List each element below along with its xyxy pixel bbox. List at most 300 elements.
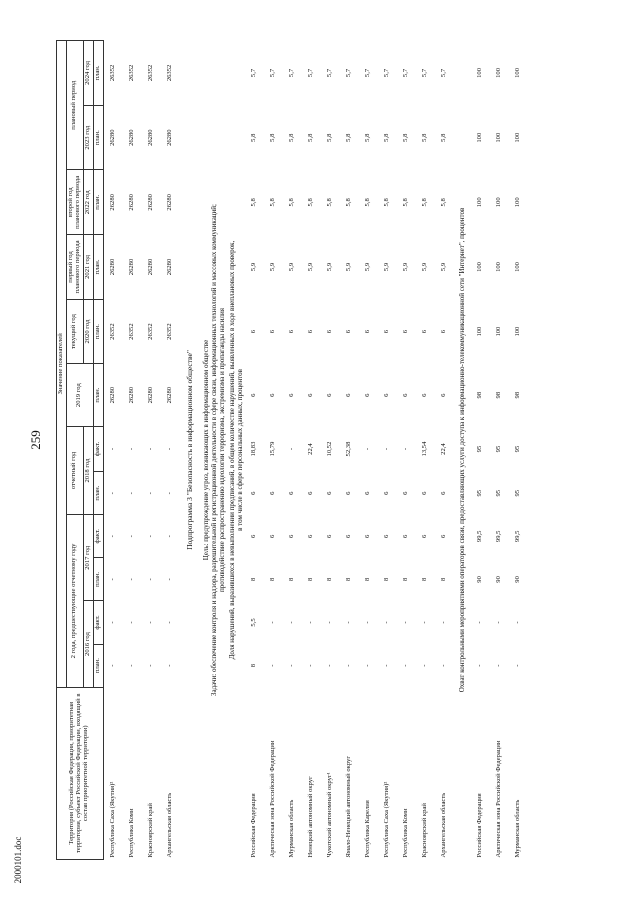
value-cell: 8	[249, 577, 257, 582]
year-2021-header: 2021 год	[83, 235, 93, 300]
value-cell: -	[401, 664, 409, 667]
value-cell: 8	[344, 577, 352, 582]
value-cell: 99,5	[475, 530, 483, 543]
value-cell: -	[494, 621, 502, 624]
value-cell: 5,9	[401, 262, 409, 272]
territory-name: Красноярский край	[146, 803, 154, 858]
first-plan-year-header: первый год планового периода	[66, 235, 83, 300]
value-cell: 5,8	[306, 198, 314, 207]
territory-name: Ненецкий автономный округ	[306, 776, 314, 858]
year-2017-header: 2017 год	[83, 515, 93, 601]
value-cell: -	[146, 535, 154, 538]
value-cell: -	[344, 664, 352, 667]
value-cell: 26280	[165, 258, 173, 276]
value-cell: -	[494, 664, 502, 667]
value-cell: 5,7	[306, 68, 314, 78]
value-cell: 5,7	[268, 68, 276, 78]
planned-period-header: плановый период	[66, 41, 83, 171]
year-2018-header: 2018 год	[83, 426, 93, 514]
value-cell: 100	[475, 197, 483, 208]
value-cell: 26352	[108, 64, 116, 82]
year-2020-header: 2020 год	[83, 299, 93, 364]
value-cell: 6	[325, 491, 333, 495]
value-cell: 6	[287, 329, 295, 334]
value-cell: 26352	[165, 64, 173, 82]
value-cell: 18,83	[249, 441, 257, 457]
value-cell: 10,52	[325, 441, 333, 457]
top-rows	[103, 41, 180, 860]
value-cell: 5,5	[249, 618, 257, 627]
value-cell: 100	[513, 262, 521, 272]
value-cell: -	[165, 492, 173, 495]
value-cell: -	[127, 492, 135, 495]
value-cell: 5,8	[268, 133, 276, 142]
plan-label: план.	[93, 41, 103, 106]
value-cell: 6	[287, 393, 295, 397]
value-cell: -	[127, 664, 135, 667]
value-cell: -	[165, 535, 173, 538]
value-cell: -	[475, 621, 483, 624]
year-2024-header: 2024 год	[83, 41, 93, 106]
value-cell: 8	[306, 577, 314, 582]
indicator-2-section	[454, 41, 471, 860]
value-cell: -	[108, 535, 116, 538]
value-cell: 6	[325, 534, 333, 538]
year-2022-header: 2022 год	[83, 170, 93, 235]
value-cell: 26352	[127, 64, 135, 82]
table-row	[435, 41, 454, 860]
value-cell: 26352	[108, 323, 116, 340]
value-cell: 6	[382, 491, 390, 495]
value-cell: 6	[306, 329, 314, 334]
value-cell: 6	[249, 534, 257, 538]
value-cell: 6	[306, 393, 314, 397]
value-cell: 6	[382, 534, 390, 538]
value-cell: 6	[287, 534, 295, 538]
year-2016-header: 2016 год	[83, 601, 93, 687]
value-cell: 5,8	[439, 198, 447, 207]
page-sheet	[56, 40, 616, 860]
page-number: 259	[28, 430, 43, 450]
value-cell: 98	[494, 391, 502, 399]
value-cell: 6	[401, 491, 409, 495]
value-cell: 26352	[146, 323, 154, 340]
plan-label: план.	[93, 235, 103, 300]
table-row	[340, 41, 359, 860]
value-cell: -	[287, 664, 295, 667]
territory-name: Архангельская область	[165, 792, 173, 858]
value-cell: 5,9	[382, 262, 390, 272]
value-cell: 5,8	[249, 198, 257, 207]
value-cell: 6	[363, 393, 371, 397]
value-cell: 100	[475, 262, 483, 272]
value-cell: 98	[475, 391, 483, 399]
territory-name: Красноярский край	[420, 803, 428, 858]
value-cell: 5,8	[268, 198, 276, 207]
value-cell: -	[287, 621, 295, 624]
territory-name: Республика Карелия	[363, 800, 371, 858]
value-cell: 26280	[127, 386, 135, 404]
value-cell: 5,7	[325, 68, 333, 78]
value-cell: 6	[249, 393, 257, 397]
territory-name: Российская Федерация	[249, 793, 257, 858]
value-cell: 5,8	[401, 133, 409, 142]
document-code: 2000101.doc	[13, 836, 23, 884]
value-cell: 100	[494, 262, 502, 272]
value-cell: -	[108, 492, 116, 495]
value-cell: 6	[401, 329, 409, 334]
table-row	[283, 41, 302, 860]
value-cell: 5,7	[401, 68, 409, 78]
fact-label: факт.	[93, 426, 103, 471]
value-cell: 22,4	[439, 443, 447, 455]
value-cell: 100	[513, 132, 521, 143]
value-cell: -	[108, 621, 116, 624]
rotated-table-wrapper	[56, 40, 616, 860]
value-cell: 26280	[146, 386, 154, 404]
value-cell: 5,7	[344, 68, 352, 78]
subprogram-title: Подпрограмма 3 "Безопасность в информационном обществе"	[185, 350, 195, 550]
value-cell: 6	[287, 491, 295, 495]
value-cell: 95	[494, 489, 502, 497]
table-row	[397, 41, 416, 860]
value-cell: 6	[420, 393, 428, 397]
value-cell: -	[146, 621, 154, 624]
value-cell: -	[344, 621, 352, 624]
value-cell: -	[382, 447, 390, 451]
value-cell: -	[325, 664, 333, 667]
value-cell: 6	[325, 393, 333, 397]
territory-name: Республика Саха (Якутия)²	[108, 781, 116, 858]
value-cell: 6	[268, 534, 276, 538]
value-cell: 26280	[165, 129, 173, 146]
value-cell: 5,8	[344, 133, 352, 142]
territory-name: Мурманская область	[287, 799, 295, 858]
value-cell: -	[108, 664, 116, 667]
value-cell: -	[108, 578, 116, 581]
value-cell: 6	[401, 534, 409, 538]
value-cell: -	[165, 664, 173, 667]
plan-label: план.	[93, 558, 103, 601]
territory-name: Республика Коми	[401, 808, 409, 858]
value-cell: -	[146, 578, 154, 581]
year-2023-header: 2023 год	[83, 105, 93, 170]
subprogram-goal	[201, 41, 227, 860]
value-cell: 5,7	[420, 68, 428, 78]
value-cell: 13,54	[420, 441, 428, 457]
value-cell: 99,5	[494, 530, 502, 543]
plan-label: план.	[93, 299, 103, 364]
value-cell: -	[325, 621, 333, 624]
value-cell: 100	[513, 197, 521, 208]
value-cell: 5,8	[382, 198, 390, 207]
value-cell: -	[127, 447, 135, 451]
value-cell: 100	[494, 67, 502, 78]
value-cell: -	[363, 664, 371, 667]
value-cell: 6	[401, 393, 409, 397]
value-cell: 6	[268, 393, 276, 397]
territory-name: Ямало-Ненецкий автономный округ	[344, 755, 352, 858]
value-cell: 5,9	[325, 262, 333, 272]
value-cell: 100	[494, 326, 502, 337]
value-cell: 26280	[146, 194, 154, 211]
value-cell: 6	[268, 491, 276, 495]
value-cell: 95	[475, 489, 483, 497]
value-cell: 15,79	[268, 441, 276, 457]
value-cell: 5,9	[363, 262, 371, 272]
value-cell: 26280	[165, 386, 173, 404]
plan-label: план.	[93, 472, 103, 515]
value-cell: 6	[382, 393, 390, 397]
value-cell: 95	[475, 445, 483, 453]
indicator-title-2: Охват контрольными мероприятиями операторов связи, предоставляющих услуги доступа к информационно-телекоммуникационной сети "Интернет", процентов	[458, 207, 467, 693]
value-cell: 26280	[165, 194, 173, 211]
value-cell: -	[439, 621, 447, 624]
value-cell: 100	[475, 67, 483, 78]
value-cell: 8	[439, 577, 447, 582]
value-cell: -	[306, 664, 314, 667]
value-cell: 5,8	[287, 198, 295, 207]
table-row	[416, 41, 435, 860]
indicator-1-line-a: Доля нарушений, выразившихся в невыполнении предписаний, в общем количестве нарушений, выявленных в ходе внеплановых проверок,	[227, 240, 236, 660]
value-cell: 99,5	[513, 530, 521, 543]
value-cell: -	[287, 447, 295, 451]
table-row	[490, 41, 509, 860]
value-cell: -	[382, 664, 390, 667]
value-cell: 5,9	[268, 262, 276, 272]
goal-text: Цель: предупреждение угроз, возникающих в информационном обществе	[201, 339, 210, 561]
value-cell: 95	[494, 445, 502, 453]
territory-name: Республика Коми	[127, 808, 135, 858]
value-cell: 8	[382, 577, 390, 582]
table-row	[471, 41, 490, 860]
value-cell: 5,8	[420, 198, 428, 207]
value-cell: 5,8	[363, 133, 371, 142]
value-cell: 95	[513, 489, 521, 497]
value-cell: 100	[494, 132, 502, 143]
value-cell: -	[439, 664, 447, 667]
value-cell: 100	[513, 67, 521, 78]
table-row	[103, 41, 123, 860]
value-cell: -	[165, 447, 173, 451]
value-cell: 6	[249, 329, 257, 334]
value-cell: 26280	[108, 129, 116, 146]
subprogram-section	[180, 41, 245, 860]
value-cell: 5,9	[420, 262, 428, 272]
value-cell: 6	[420, 534, 428, 538]
value-cell: 5,8	[325, 133, 333, 142]
value-cell: 100	[475, 132, 483, 143]
value-cell: -	[306, 621, 314, 624]
value-cell: 6	[439, 534, 447, 538]
year-2019-header: 2019 год	[66, 364, 93, 426]
fact-label: факт.	[93, 515, 103, 558]
territory-name: Арктическая зона Российской Федерации	[268, 740, 276, 858]
indicator-2-rows	[471, 41, 528, 860]
value-cell: 5,8	[420, 133, 428, 142]
territory-name: Арктическая зона Российской Федерации	[494, 740, 502, 858]
values-group-header: Значение показателей	[57, 41, 67, 688]
value-cell: -	[475, 664, 483, 667]
plan-label: план.	[93, 644, 103, 687]
value-cell: 6	[439, 393, 447, 397]
value-cell: 8	[325, 577, 333, 582]
value-cell: 90	[494, 576, 502, 583]
value-cell: 5,9	[287, 262, 295, 272]
value-cell: 6	[382, 329, 390, 334]
value-cell: 5,8	[439, 133, 447, 142]
value-cell: -	[382, 621, 390, 624]
value-cell: 5,7	[363, 68, 371, 78]
value-cell: -	[165, 621, 173, 624]
value-cell: -	[420, 621, 428, 624]
table-row	[161, 41, 180, 860]
value-cell: 8	[268, 577, 276, 582]
plan-label: план.	[93, 170, 103, 235]
value-cell: -	[363, 447, 371, 451]
territory-name: Российская Федерация	[475, 793, 483, 858]
table-row	[264, 41, 283, 860]
table-row	[123, 41, 142, 860]
value-cell: 5,8	[344, 198, 352, 207]
value-cell: 6	[268, 329, 276, 334]
value-cell: 6	[306, 491, 314, 495]
value-cell: 26352	[165, 323, 173, 340]
value-cell: -	[127, 535, 135, 538]
value-cell: 5,8	[249, 133, 257, 142]
value-cell: -	[127, 621, 135, 624]
value-cell: 6	[363, 534, 371, 538]
value-cell: 6	[363, 491, 371, 495]
value-cell: 26280	[127, 258, 135, 276]
value-cell: 26280	[146, 258, 154, 276]
value-cell: 6	[344, 491, 352, 495]
territory-name: Мурманская область	[513, 799, 521, 858]
territory-name: Архангельская область	[439, 792, 447, 858]
value-cell: 26352	[146, 64, 154, 82]
current-year-header: текущий год	[66, 299, 83, 364]
value-cell: -	[127, 578, 135, 581]
reporting-year-header: отчетный год	[66, 426, 83, 514]
fact-label: факт.	[93, 601, 103, 644]
table-row	[359, 41, 378, 860]
value-cell: -	[363, 621, 371, 624]
value-cell: 5,8	[287, 133, 295, 142]
value-cell: 6	[325, 329, 333, 334]
value-cell: 6	[344, 393, 352, 397]
value-cell: -	[268, 664, 276, 667]
table-row	[378, 41, 397, 860]
value-cell: 26280	[108, 386, 116, 404]
table-row	[509, 41, 528, 860]
value-cell: -	[401, 621, 409, 624]
two-years-header: 2 года, предшествующие отчетному году	[66, 515, 83, 687]
value-cell: 8	[287, 577, 295, 582]
value-cell: 5,8	[363, 198, 371, 207]
value-cell: -	[268, 621, 276, 624]
value-cell: 6	[439, 329, 447, 334]
value-cell: 5,7	[249, 68, 257, 78]
value-cell: 5,7	[439, 68, 447, 78]
territory-name: Чукотский автономный округ¹	[325, 772, 333, 858]
value-cell: 100	[513, 326, 521, 337]
value-cell: -	[401, 447, 409, 451]
indicator-table	[56, 40, 528, 860]
value-cell: 6	[420, 329, 428, 334]
value-cell: 5,9	[344, 262, 352, 272]
value-cell: 26280	[108, 194, 116, 211]
value-cell: 5,8	[325, 198, 333, 207]
value-cell: 22,4	[306, 443, 314, 455]
table-row	[302, 41, 321, 860]
value-cell: 6	[306, 534, 314, 538]
plan-label: план.	[93, 364, 103, 426]
value-cell: 26280	[108, 258, 116, 276]
value-cell: 6	[344, 534, 352, 538]
plan-label: план.	[93, 105, 103, 170]
value-cell: -	[420, 664, 428, 667]
indicator-1-rows	[245, 41, 454, 860]
table-row	[142, 41, 161, 860]
value-cell: 5,7	[382, 68, 390, 78]
value-cell: 98	[513, 391, 521, 399]
value-cell: 90	[475, 576, 483, 583]
value-cell: -	[146, 664, 154, 667]
value-cell: 6	[363, 329, 371, 334]
value-cell: 8	[363, 577, 371, 582]
value-cell: 5,9	[249, 262, 257, 272]
value-cell: 26352	[127, 323, 135, 340]
value-cell: 52,38	[344, 441, 352, 457]
value-cell: 5,7	[287, 68, 295, 78]
task-text-2: противодействие распространению идеологии терроризма, экстремизма и пропаганды насилия	[217, 308, 226, 592]
value-cell: 95	[513, 445, 521, 453]
value-cell: 6	[249, 491, 257, 495]
value-cell: -	[513, 621, 521, 624]
value-cell: -	[146, 492, 154, 495]
value-cell: -	[108, 447, 116, 451]
indicator-1-line-b: в том числе в сфере персональных данных, процентов	[235, 369, 244, 531]
value-cell: -	[146, 447, 154, 451]
value-cell: 5,8	[382, 133, 390, 142]
value-cell: 6	[439, 491, 447, 495]
value-cell: 100	[475, 326, 483, 337]
value-cell: 5,9	[306, 262, 314, 272]
indicator-title-1	[227, 41, 245, 860]
value-cell: 6	[344, 329, 352, 334]
value-cell: 5,9	[439, 262, 447, 272]
value-cell: 8	[401, 577, 409, 582]
value-cell: -	[165, 578, 173, 581]
value-cell: 100	[494, 197, 502, 208]
table-row	[245, 41, 264, 860]
value-cell: 90	[513, 576, 521, 583]
second-plan-year-header: второй год планового периода	[66, 170, 83, 235]
territory-name: Республика Саха (Якутия)²	[382, 781, 390, 858]
task-text-1: Задачи: обеспечение контроля и надзора, разрешительной и регистрационной деятельности в сфере связи, информационных технологий и массовых коммуникаций;	[209, 204, 218, 696]
territory-header: Территория (Российская Федерация, приоритетная территория, субъект Российской Федерации, входящий в состав приоритетной территории)	[57, 687, 104, 859]
value-cell: 26280	[146, 129, 154, 146]
value-cell: -	[513, 664, 521, 667]
value-cell: 5,8	[306, 133, 314, 142]
value-cell: 26280	[127, 194, 135, 211]
value-cell: 26280	[127, 129, 135, 146]
table-row	[321, 41, 340, 860]
value-cell: 6	[420, 491, 428, 495]
value-cell: 8	[249, 663, 257, 668]
value-cell: 8	[420, 577, 428, 582]
value-cell: 5,8	[401, 198, 409, 207]
